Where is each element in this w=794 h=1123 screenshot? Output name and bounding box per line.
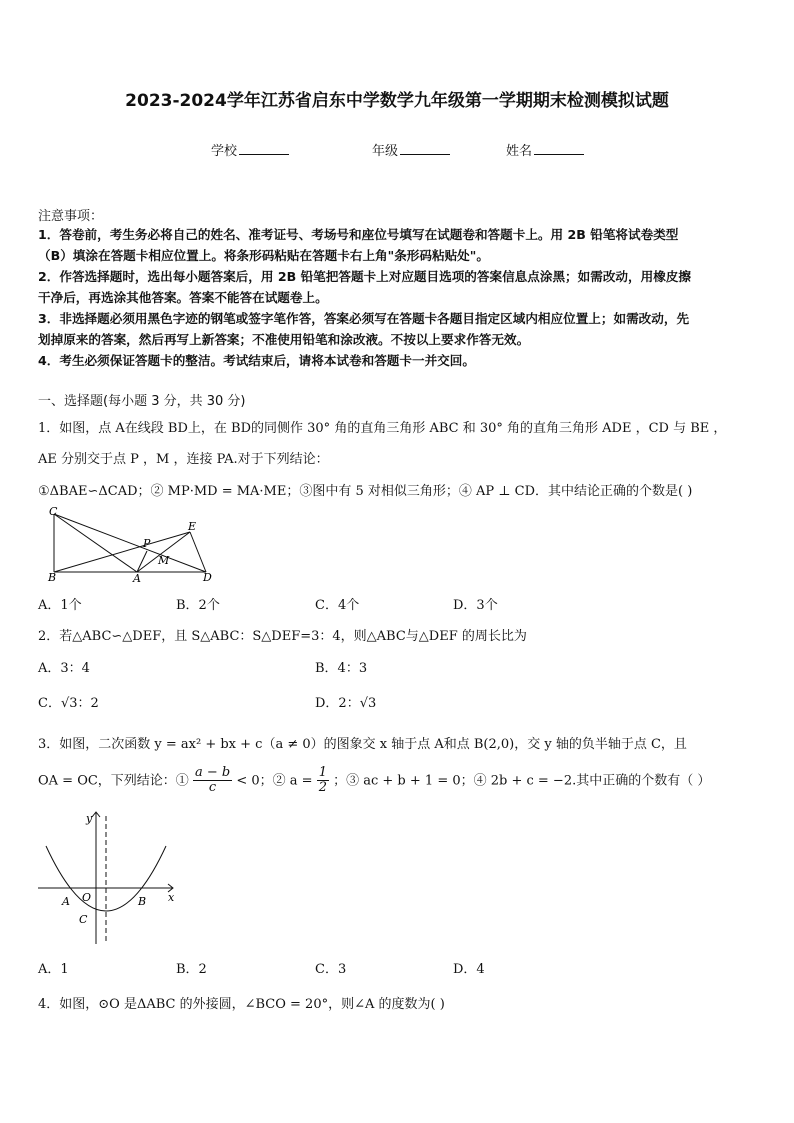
q1-line1: 1．如图，点 A在线段 BD上，在 BD的同侧作 30° 角的直角三角形 ABC 和 30° 角的直角三角形 ADE ，CD 与 BE ，: [38, 421, 727, 436]
note-line: 1．答卷前，考生务必将自己的姓名、准考证号、考场号和座位号填写在试题卷和答题卡上。用 2B 铅笔将试卷类型: [38, 227, 679, 242]
q4-stem: 4．如图，⊙O 是ΔABC 的外接圆，∠BCO = 20°，则∠A 的度数为( ): [38, 997, 445, 1012]
note-line: （B）填涂在答题卡相应位置上。将条形码粘贴在答题卡右上角"条形码粘贴处"。: [38, 248, 489, 263]
school-field: [211, 140, 289, 159]
fig-label-e: E: [188, 520, 197, 533]
fig-label-b: B: [48, 571, 57, 584]
q3-figure: [36, 808, 181, 948]
fig-label-c: C: [79, 913, 88, 926]
grade-blank: [400, 142, 450, 155]
q2-option-a: A．3：4: [38, 661, 90, 676]
q2-option-d: D．2：√3: [315, 696, 377, 711]
frac2-numerator: 1: [318, 765, 327, 780]
fig-label-c: C: [49, 506, 58, 518]
q1-line3: ①ΔBAE∽ΔCAD；② MP·MD = MA·ME；③图中有 5 对相似三角形；④ AP ⊥ CD．其中结论正确的个数是( ): [38, 484, 693, 499]
note-line: 3．非选择题必须用黑色字迹的钢笔或签字笔作答，答案必须写在答题卡各题目指定区域内相应位置上；如需改动，先: [38, 311, 690, 326]
q1-line2: AE 分别交于点 P ，M ，连接 PA.对于下列结论：: [38, 452, 329, 467]
q1-option-d: D．3个: [453, 598, 498, 613]
notes-heading: 注意事项：: [38, 209, 104, 224]
axis-label-y: y: [86, 812, 93, 825]
q3-fraction-1: [193, 766, 232, 796]
q1-option-b: B．2个: [176, 598, 220, 613]
fig-label-b: B: [138, 895, 147, 908]
name-label: 姓名: [506, 144, 533, 159]
q3-line2-part2: < 0；② a =: [236, 773, 313, 789]
q1-option-a: A．1个: [38, 598, 82, 613]
q3-option-d: D．4: [453, 962, 485, 977]
name-field: [506, 140, 584, 159]
note-line: 干净后，再选涂其他答案。答案不能答在试题卷上。: [38, 290, 328, 305]
fig-label-o: O: [82, 891, 92, 904]
frac1-numerator: a − b: [194, 765, 231, 780]
q3-option-a: A．1: [38, 962, 69, 977]
q3-line2-part1: OA = OC，下列结论：①: [38, 773, 189, 789]
note-line: 划掉原来的答案，然后再写上新答案；不准使用铅笔和涂改液。不按以上要求作答无效。: [38, 332, 530, 347]
q1-figure: [40, 506, 220, 584]
note-line: 2．作答选择题时，选出每小题答案后，用 2B 铅笔把答题卡上对应题目选项的答案信息点涂黑；如需改动，用橡皮擦: [38, 269, 691, 284]
axis-label-x: x: [168, 891, 175, 904]
q2-stem: 2．若△ABC∽△DEF，且 S△ABC：S△DEF=3：4，则△ABC与△DEF 的周长比为: [38, 629, 527, 644]
q2-option-c: C．√3：2: [38, 696, 99, 711]
frac1-denominator: c: [208, 780, 217, 796]
page-title: 2023-2024学年江苏省启东中学数学九年级第一学期期末检测模拟试题: [125, 91, 669, 111]
fig-label-p: P: [143, 537, 151, 550]
grade-field: [372, 140, 450, 159]
section-heading: 一、选择题(每小题 3 分，共 30 分): [38, 394, 246, 409]
name-blank: [534, 142, 584, 155]
grade-label: 年级: [372, 144, 399, 159]
school-label: 学校: [211, 144, 238, 159]
fig-label-a: A: [62, 895, 70, 908]
q3-line2-part3: ；③ ac + b + 1 = 0；④ 2b + c = −2.其中正确的个数有（ ）: [333, 773, 711, 789]
fig-label-m: M: [158, 554, 170, 567]
fig-label-d: D: [203, 571, 212, 584]
q2-option-b: B．4：3: [315, 661, 368, 676]
q3-option-b: B．2: [176, 962, 207, 977]
q3-line2: [38, 766, 710, 796]
q3-option-c: C．3: [315, 962, 347, 977]
q1-option-c: C．4个: [315, 598, 360, 613]
frac2-denominator: 2: [318, 780, 327, 796]
note-line: 4．考生必须保证答题卡的整洁。考试结束后，请将本试卷和答题卡一并交回。: [38, 353, 475, 368]
school-blank: [239, 142, 289, 155]
q3-fraction-2: [317, 766, 329, 796]
fig-label-a: A: [133, 572, 141, 584]
q3-line1: 3．如图，二次函数 y = ax² + bx + c（a ≠ 0）的图象交 x 轴于点 A和点 B(2,0)，交 y 轴的负半轴于点 C，且: [38, 737, 687, 752]
